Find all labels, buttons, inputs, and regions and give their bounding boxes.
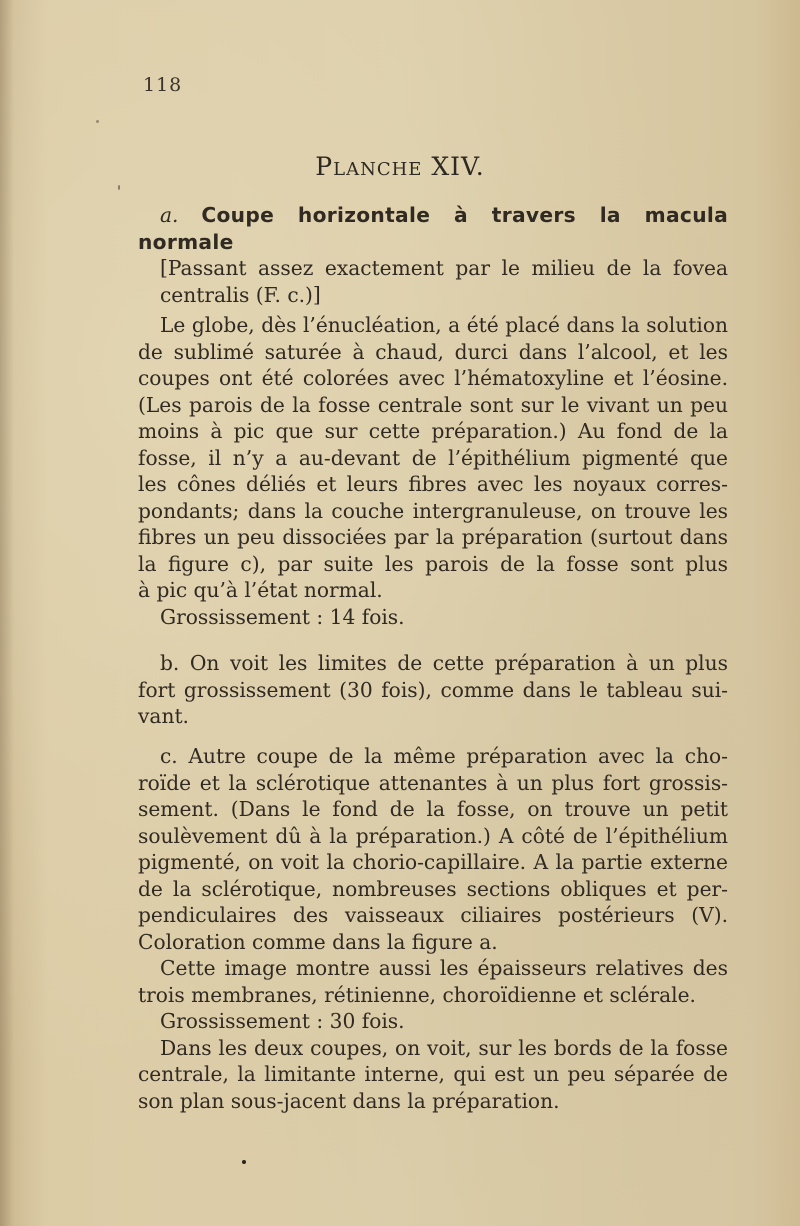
section-a-magnification: Grossissement : 14 fois. [160, 604, 405, 629]
section-a-title: Coupe horizontale à travers la macula normale [138, 203, 729, 254]
body-line: Cette image montre aussi les épaisseurs relatives des [160, 956, 728, 980]
body-line: c. Autre coupe de la même préparation avec la cho- [160, 744, 728, 768]
body-line: fosse, il n’y a au-devant de l’épithélium pigmenté que [138, 445, 728, 470]
paper-speck [118, 185, 120, 190]
page-number: 118 [143, 74, 183, 96]
section-a-body [138, 312, 728, 630]
body-line: (Les parois de la fosse centrale sont sur le vivant un peu [138, 392, 728, 417]
body-line: de sublimé saturée à chaud, durci dans l’alcool, et les [138, 339, 728, 364]
body-line: Dans les deux coupes, on voit, sur les bords de la fosse [160, 1035, 728, 1060]
page-edge-shadow [0, 0, 14, 1226]
section-c-body [138, 743, 728, 1114]
body-line: coupes ont été colorées avec l’hématoxyline et l’éosine. [138, 366, 728, 390]
body-line: vant. [138, 704, 189, 728]
body-line: son plan sous-jacent dans la préparation. [138, 1088, 560, 1113]
body-line: pondants; dans la couche intergranuleuse, on trouve les [138, 498, 728, 523]
section-c-magnification: Grossissement : 30 fois. [160, 1009, 405, 1033]
body-line: Coloration comme dans la figure a. [138, 929, 498, 954]
body-line: trois membranes, rétinienne, choroïdienne et sclérale. [138, 982, 696, 1007]
body-line: fort grossissement (30 fois), comme dans le tableau sui- [138, 677, 728, 702]
section-b-body [138, 650, 728, 730]
body-line: b. On voit les limites de cette préparation à un plus [160, 651, 728, 675]
body-line: Le globe, dès l’énucléation, a été placé dans la solution [160, 313, 728, 337]
section-a-heading-line-2: [Passant assez exactement par le milieu de la fovea [160, 256, 728, 280]
body-line: soulèvement dû à la préparation.) A côté de l’épithélium [138, 823, 728, 848]
body-line: centrale, la limitante interne, qui est un peu séparée de [138, 1062, 728, 1086]
section-a-heading-line-1 [138, 202, 728, 255]
body-line: fibres un peu dissociées par la préparation (surtout dans [138, 525, 728, 549]
body-line: pigmenté, on voit la chorio-capillaire. A la partie externe [138, 850, 728, 874]
paper-speck [96, 120, 99, 123]
body-line: la figure c), par suite les parois de la fosse sont plus [138, 551, 728, 576]
body-line: pendiculaires des vaisseaux ciliaires postérieurs (V). [138, 903, 728, 927]
section-a-heading-line-3: centralis (F. c.)] [160, 282, 321, 307]
body-line: de la sclérotique, nombreuses sections obliques et per- [138, 876, 728, 901]
body-line: roïde et la sclérotique attenantes à un plus fort grossis- [138, 770, 728, 795]
paper-speck [242, 1160, 246, 1164]
body-line: sement. (Dans le fond de la fosse, on trouve un petit [138, 797, 728, 821]
section-a-letter: a. [160, 203, 179, 227]
body-line: les cônes déliés et leurs fibres avec les noyaux corres- [138, 472, 728, 496]
plate-title: Planche XIV. [315, 152, 485, 181]
body-line: à pic qu’à l’état normal. [138, 578, 383, 602]
section-a-heading [138, 202, 728, 308]
body-line: moins à pic que sur cette préparation.) Au fond de la [138, 419, 728, 443]
